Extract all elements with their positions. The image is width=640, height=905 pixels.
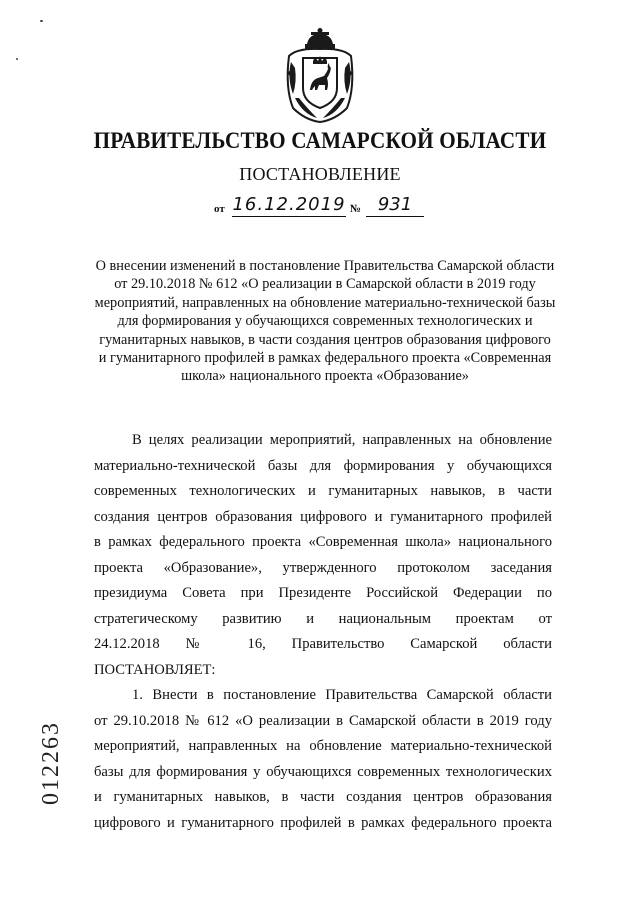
- subject-line: от 29.10.2018 № 612 «О реализации в Самарской области в 2019 году: [114, 276, 536, 293]
- subject-line: для формирования у обучающихся современных технологических и: [117, 313, 533, 330]
- body-line: материально-технической базы для формирования у обучающихся: [94, 457, 552, 474]
- body-line: и гуманитарных навыков, в части создания центров образования: [94, 789, 552, 805]
- subject-line: мероприятий, направленных на обновление материально-технической базы: [94, 294, 556, 311]
- samara-coat-of-arms-icon: [283, 28, 357, 124]
- body-line: президиума Совета при Президенте Российской Федерации по: [94, 585, 552, 601]
- body-line: современных технологических и гуманитарных навыков, в части: [94, 483, 552, 499]
- body-line: цифрового и гуманитарного профилей в рамках федерального проекта: [94, 814, 552, 831]
- body-line: создания центров образования цифрового и гуманитарного профилей: [94, 508, 552, 525]
- subject-line: и гуманитарного профилей в рамках федерального проекта «Современная: [98, 350, 552, 367]
- government-title: ПРАВИТЕЛЬСТВО САМАРСКОЙ ОБЛАСТИ: [93, 128, 547, 153]
- document-subject: [94, 257, 556, 386]
- document-body: [94, 428, 552, 836]
- body-line: 24.12.2018 № 16, Правительство Самарской области: [94, 636, 552, 652]
- side-registration-number: 012263: [38, 721, 64, 805]
- number-prefix: №: [350, 203, 362, 215]
- document-number: 931: [366, 194, 424, 217]
- body-line: стратегическому развитию и национальным проектам от: [94, 610, 552, 627]
- body-line: 1. Внести в постановление Правительства Самарской области: [132, 687, 552, 703]
- scan-speck: [40, 20, 43, 22]
- body-line: мероприятий, направленных на обновление материально-технической: [94, 738, 552, 754]
- date-number-line: [206, 194, 446, 218]
- body-line: ПОСТАНОВЛЯЕТ:: [94, 661, 216, 678]
- subject-line: школа» национального проекта «Образование»: [181, 368, 469, 385]
- scan-speck: [16, 58, 18, 60]
- date-prefix: от: [214, 203, 225, 215]
- body-line: от 29.10.2018 № 612 «О реализации в Самарской области в 2019 году: [94, 712, 552, 729]
- body-line: проекта «Образование», утвержденного протоколом заседания: [94, 559, 552, 576]
- body-line: базы для формирования у обучающихся современных технологических: [94, 763, 552, 780]
- subject-line: гуманитарных навыков, в части создания центров образования цифрового: [99, 331, 551, 348]
- body-line: В целях реализации мероприятий, направленных на обновление: [132, 432, 552, 448]
- document-date: 16.12.2019: [232, 194, 346, 215]
- subject-line: О внесении изменений в постановление Правительства Самарской области: [95, 258, 555, 274]
- document-type: ПОСТАНОВЛЕНИЕ: [239, 164, 401, 184]
- body-line: в рамках федерального проекта «Современная школа» национального: [94, 534, 552, 550]
